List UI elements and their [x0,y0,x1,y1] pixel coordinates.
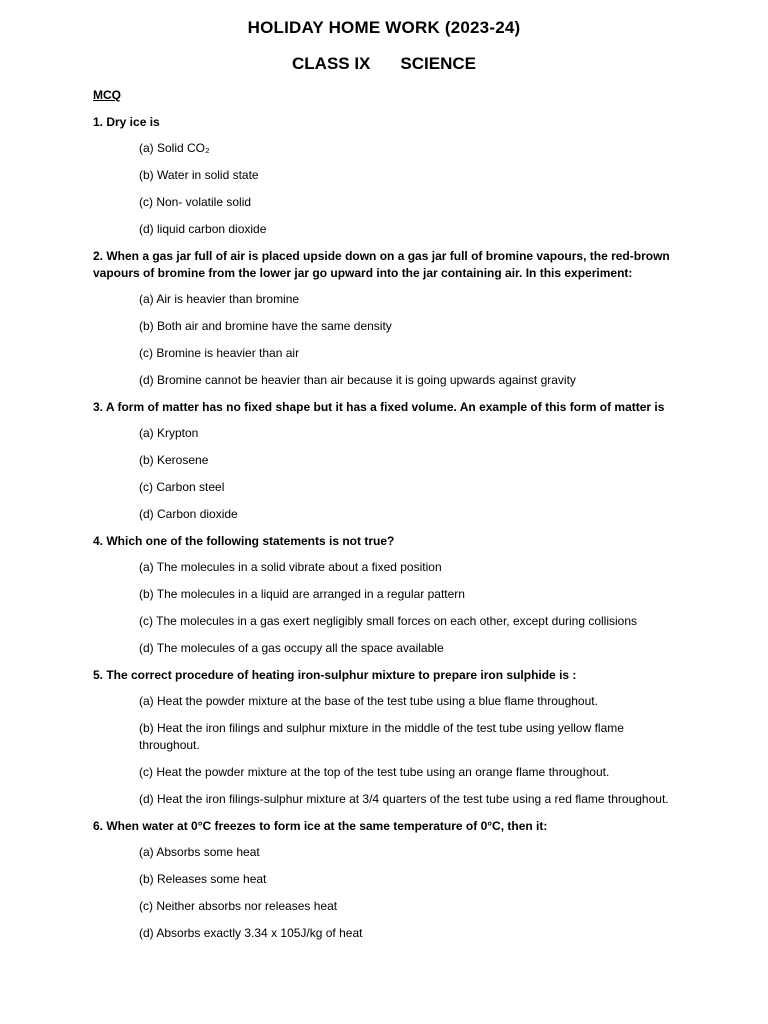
question-3: 3. A form of matter has no fixed shape but it has a fixed volume. An example of this form of matter is [93,400,665,414]
option-5a: (a) Heat the powder mixture at the base of the test tube using a blue flame throughout. [139,694,598,708]
question-2: 2. When a gas jar full of air is placed upside down on a gas jar full of bromine vapours, the red-brown vapours of bromine from the lower jar go upward into the jar containing air. In this experiment: [93,249,670,280]
question-list [93,114,693,952]
option-1a: (a) Solid CO₂ [139,141,210,155]
option-6d: (d) Absorbs exactly 3.34 x 105J/kg of heat [139,926,363,940]
option-2d: (d) Bromine cannot be heavier than air because it is going upwards against gravity [139,373,576,387]
option-6b: (b) Releases some heat [139,872,267,886]
option-5c: (c) Heat the powder mixture at the top of the test tube using an orange flame throughout. [139,765,610,779]
option-6c: (c) Neither absorbs nor releases heat [139,899,338,913]
option-4b: (b) The molecules in a liquid are arranged in a regular pattern [139,587,465,601]
option-4c: (c) The molecules in a gas exert negligibly small forces on each other, except during collisions [139,614,638,628]
option-2a: (a) Air is heavier than bromine [139,292,300,306]
option-3b: (b) Kerosene [139,453,209,467]
option-2c: (c) Bromine is heavier than air [139,346,300,360]
option-6a: (a) Absorbs some heat [139,845,260,859]
option-3d: (d) Carbon dioxide [139,507,238,521]
page-subtitle [0,54,768,74]
option-1c: (c) Non- volatile solid [139,195,252,209]
class-label: CLASS IX [292,54,371,73]
option-1b: (b) Water in solid state [139,168,259,182]
question-1: 1. Dry ice is [93,115,160,129]
page-title: HOLIDAY HOME WORK (2023-24) [247,18,521,37]
question-5: 5. The correct procedure of heating iron-sulphur mixture to prepare iron sulphide is : [93,668,577,682]
subject-label: SCIENCE [400,54,476,73]
option-5b: (b) Heat the iron filings and sulphur mixture in the middle of the test tube using yellow flame throughout. [139,721,624,752]
option-5d: (d) Heat the iron filings-sulphur mixture at 3/4 quarters of the test tube using a red flame throughout. [139,792,669,806]
option-4a: (a) The molecules in a solid vibrate about a fixed position [139,560,442,574]
option-1d: (d) liquid carbon dioxide [139,222,267,236]
option-4d: (d) The molecules of a gas occupy all the space available [139,641,444,655]
section-heading: MCQ [93,88,121,102]
question-4: 4. Which one of the following statements is not true? [93,534,395,548]
option-3c: (c) Carbon steel [139,480,225,494]
option-2b: (b) Both air and bromine have the same density [139,319,392,333]
question-6: 6. When water at 0°C freezes to form ice at the same temperature of 0°C, then it: [93,819,548,833]
option-3a: (a) Krypton [139,426,199,440]
